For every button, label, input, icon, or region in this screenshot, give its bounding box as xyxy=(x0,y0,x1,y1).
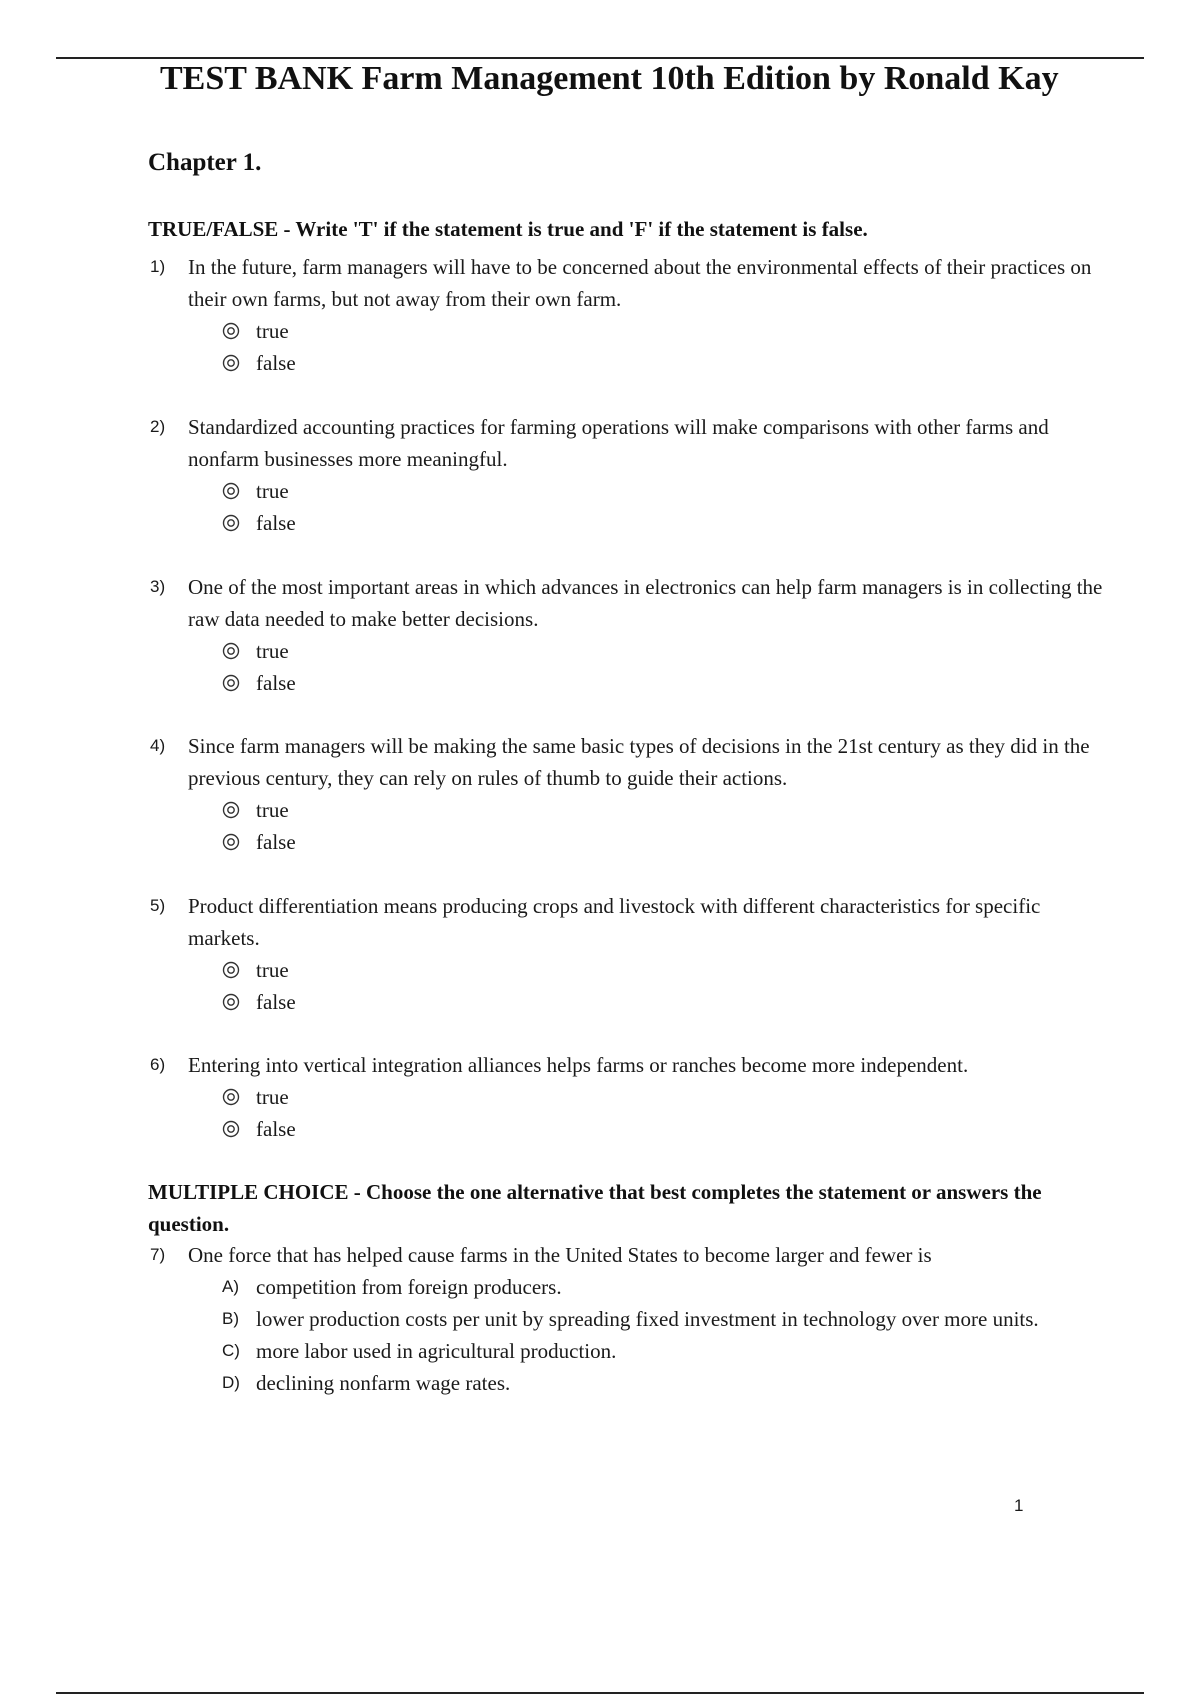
question-text: One of the most important areas in which advances in electronics can help farm managers is in collecting the raw data needed to make better decisions. xyxy=(188,575,1103,631)
question-1 xyxy=(148,251,1108,379)
radio-icon[interactable] xyxy=(222,1088,240,1106)
choice-text: declining nonfarm wage rates. xyxy=(256,1371,511,1395)
document-title: TEST BANK Farm Management 10th Edition by Ronald Kay xyxy=(160,60,1059,97)
radio-icon[interactable] xyxy=(222,801,240,819)
radio-icon[interactable] xyxy=(222,833,240,851)
option-true[interactable] xyxy=(222,635,1108,667)
radio-icon[interactable] xyxy=(222,482,240,500)
radio-icon[interactable] xyxy=(222,514,240,532)
question-6 xyxy=(148,1049,1108,1145)
question-number: 5) xyxy=(150,896,166,915)
option-true[interactable] xyxy=(222,794,1108,826)
page-number: 1 xyxy=(1014,1496,1024,1515)
option-label: true xyxy=(256,1084,289,1109)
chapter-heading: Chapter 1. xyxy=(148,149,262,176)
option-label: false xyxy=(256,510,296,535)
choice-text: competition from foreign producers. xyxy=(256,1275,562,1299)
option-label: true xyxy=(256,957,289,982)
option-true[interactable] xyxy=(222,315,1108,347)
option-true[interactable] xyxy=(222,475,1108,507)
top-rule xyxy=(56,57,1144,59)
question-number: 3) xyxy=(150,577,166,596)
question-text: Entering into vertical integration alliances helps farms or ranches become more independent. xyxy=(188,1053,969,1077)
question-number: 4) xyxy=(150,736,166,755)
bottom-rule xyxy=(56,1692,1144,1694)
choice-b[interactable] xyxy=(222,1303,1108,1335)
radio-icon[interactable] xyxy=(222,674,240,692)
question-text: In the future, farm managers will have to be concerned about the environmental effects of their practices on their own farms, but not away from their own farm. xyxy=(188,255,1092,311)
option-false[interactable] xyxy=(222,986,1108,1018)
choice-letter: D) xyxy=(222,1373,240,1392)
option-label: true xyxy=(256,638,289,663)
option-label: true xyxy=(256,318,289,343)
choice-d[interactable] xyxy=(222,1367,1108,1399)
option-label: false xyxy=(256,670,296,695)
question-3 xyxy=(148,571,1108,699)
question-5 xyxy=(148,890,1108,1018)
true-false-heading: TRUE/FALSE - Write 'T' if the statement is true and 'F' if the statement is false. xyxy=(148,217,868,241)
question-2 xyxy=(148,411,1108,539)
radio-icon[interactable] xyxy=(222,1120,240,1138)
choice-a[interactable] xyxy=(222,1271,1108,1303)
option-label: false xyxy=(256,989,296,1014)
question-text: Standardized accounting practices for farming operations will make comparisons with other farms and nonfarm businesses more meaningful. xyxy=(188,415,1049,471)
choice-letter: C) xyxy=(222,1341,240,1360)
question-text: Since farm managers will be making the same basic types of decisions in the 21st century as they did in the previous century, they can rely on rules of thumb to guide their actions. xyxy=(188,734,1090,790)
multiple-choice-heading: MULTIPLE CHOICE - Choose the one alternative that best completes the statement or answers the question. xyxy=(148,1180,1042,1236)
choice-letter: A) xyxy=(222,1277,239,1296)
option-label: false xyxy=(256,350,296,375)
question-4 xyxy=(148,730,1108,858)
option-false[interactable] xyxy=(222,667,1108,699)
question-number: 7) xyxy=(150,1245,166,1264)
option-label: true xyxy=(256,797,289,822)
radio-icon[interactable] xyxy=(222,642,240,660)
choice-c[interactable] xyxy=(222,1335,1108,1367)
option-label: false xyxy=(256,1116,296,1141)
option-true[interactable] xyxy=(222,954,1108,986)
question-number: 2) xyxy=(150,417,166,436)
option-true[interactable] xyxy=(222,1081,1108,1113)
option-false[interactable] xyxy=(222,826,1108,858)
choice-text: more labor used in agricultural production. xyxy=(256,1339,617,1363)
radio-icon[interactable] xyxy=(222,993,240,1011)
choice-text: lower production costs per unit by spreading fixed investment in technology over more units. xyxy=(256,1307,1039,1331)
option-false[interactable] xyxy=(222,347,1108,379)
question-text: Product differentiation means producing crops and livestock with different characteristics for specific markets. xyxy=(188,894,1041,950)
option-false[interactable] xyxy=(222,507,1108,539)
option-label: true xyxy=(256,478,289,503)
option-false[interactable] xyxy=(222,1113,1108,1145)
option-label: false xyxy=(256,829,296,854)
question-7 xyxy=(148,1239,1108,1399)
radio-icon[interactable] xyxy=(222,354,240,372)
radio-icon[interactable] xyxy=(222,961,240,979)
question-number: 6) xyxy=(150,1055,166,1074)
question-number: 1) xyxy=(150,257,166,276)
question-text: One force that has helped cause farms in the United States to become larger and fewer is xyxy=(188,1243,932,1267)
choice-letter: B) xyxy=(222,1309,239,1328)
radio-icon[interactable] xyxy=(222,322,240,340)
